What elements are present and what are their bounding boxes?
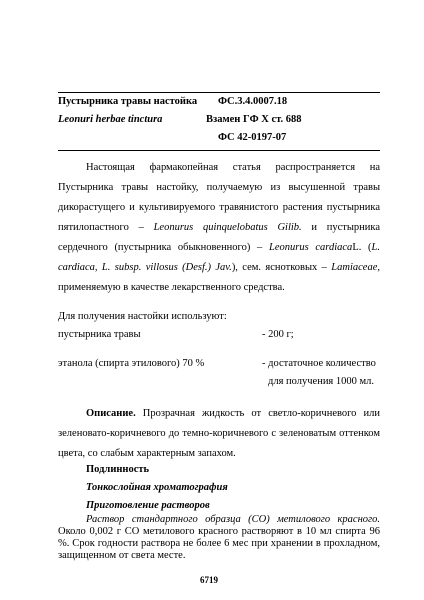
- family-name: Lamiaceae,: [331, 262, 380, 273]
- recipe-item-herb: пустырника травы: [58, 329, 141, 340]
- species-name-3: L. cardiaca, L. subsp. villosus (Desf.) Jav.: [58, 242, 381, 273]
- recipe-item-ethanol: этанола (спирта этилового) 70 %: [58, 358, 205, 369]
- subsection-solutions-heading: Приготовление растворов: [86, 500, 210, 511]
- replaces-line-2: ФС 42-0197-07: [218, 132, 287, 143]
- page-number: 6719: [200, 575, 218, 585]
- header-bottom-rule: [58, 150, 380, 151]
- monograph-latin-title: Leonuri herbae tinctura: [58, 114, 163, 125]
- header-top-rule: [58, 92, 380, 93]
- recipe-item-herb-amount: - 200 г;: [262, 329, 294, 340]
- intro-paragraph: Настоящая фармакопейная статья распространяется на Пустырника травы настойку, получаемую из высушенной травы дикорастущего и культивируемого травянистого растения пустырника пятилопастного – Leonurus quinquelobatus Gilib. и пустырника сердечного (пустырника обыкновенного) – Leonurus cardiacaL. (L. cardiaca, L. subsp. villosus (Desf.) Jav.), сем. яснотковых – Lamiaceae, применяемую в качестве лекарственного средства.: [58, 162, 381, 293]
- section-identity-heading: Подлинность: [86, 464, 150, 475]
- replaces-line-1: Взамен ГФ Х ст. 688: [206, 114, 302, 125]
- species-name-2: Leonurus cardiaca: [269, 242, 353, 253]
- recipe-heading: Для получения настойки используют:: [58, 311, 227, 322]
- standard-solution-paragraph: Раствор стандартного образца (СО) метилового красного. Около 0,002 г СО метилового красного растворяют в 10 мл спирта 96 %. Срок годности раствора не более 6 мес при хранении в прохладном, защищенном от света месте.: [58, 514, 380, 561]
- recipe-item-ethanol-amount: - достаточное количество: [262, 358, 376, 369]
- species-name-1: Leonurus quinquelobatus Gilib.: [153, 222, 302, 233]
- recipe-item-ethanol-amount-2: для получения 1000 мл.: [268, 376, 375, 387]
- monograph-title: Пустырника травы настойка: [58, 96, 198, 107]
- description-label: Описание.: [86, 408, 136, 419]
- subsection-tlc-heading: Тонкослойная хроматография: [86, 482, 228, 493]
- standard-solution-label: Раствор стандартного образца (СО) метилового красного.: [86, 514, 380, 525]
- monograph-code: ФС.3.4.0007.18: [218, 96, 288, 107]
- description-paragraph: Описание. Прозрачная жидкость от светло-коричневого или зеленовато-коричневого до темно-коричневого с зеленоватым оттенком цвета, со слабым характерным запахом.: [58, 408, 380, 459]
